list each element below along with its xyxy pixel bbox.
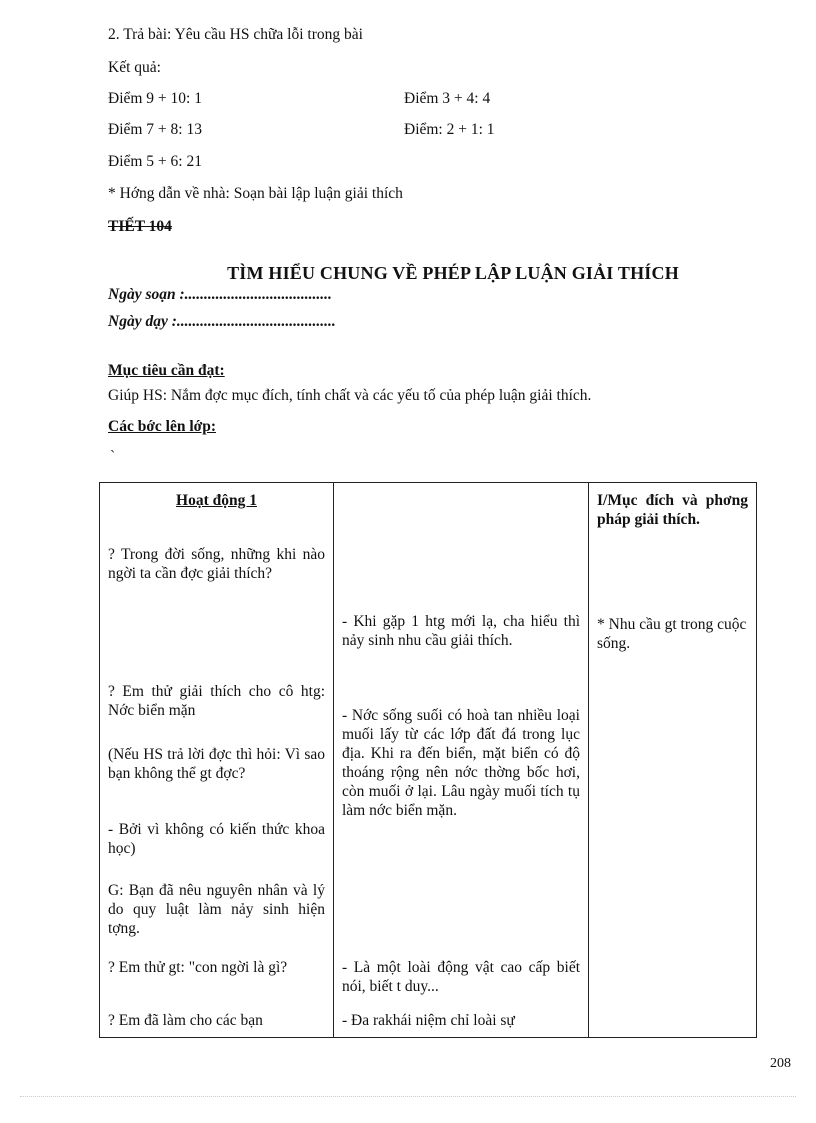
content-column	[589, 483, 757, 1038]
tick-mark: `	[110, 448, 116, 465]
ket-qua-label: Kết quả:	[108, 59, 161, 76]
activity-heading: Hoạt động 1	[176, 492, 257, 509]
activity-column	[100, 483, 334, 1038]
score-5-6: Điểm 5 + 6: 21	[108, 153, 202, 170]
question-4: - Bởi vì không có kiến thức khoa học)	[108, 821, 325, 857]
score-3-4: Điểm 3 + 4: 4	[404, 90, 491, 107]
answer-2: - Nớc sống suối có hoà tan nhiều loại muối lấy từ các lớp đất đá trong lục địa. Khi ra đến biển, mặt biển có độ thoáng rộng nên nớc thờng bốc hơi, còn muối ở lại. Lâu ngày muối tích tụ làm nớc biển mặn.	[342, 707, 580, 819]
page-title: TÌM HIỂU CHUNG VỀ PHÉP LẬP LUẬN GIẢI THÍCH	[227, 263, 679, 283]
steps-heading: Các bớc lên lớp:	[108, 418, 217, 435]
question-5: G: Bạn đã nêu nguyên nhân và lý do quy luật làm nảy sinh hiện tợng.	[108, 882, 325, 937]
date-teach: Ngày dạy :.........................................	[108, 313, 336, 330]
question-6: ? Em thử gt: "con ngời là gì?	[108, 959, 288, 976]
score-9-10: Điểm 9 + 10: 1	[108, 90, 202, 107]
lesson-table	[99, 482, 757, 1038]
score-7-8: Điểm 7 + 8: 13	[108, 121, 202, 138]
section-heading: I/Mục đích và phơng pháp giải thích.	[597, 492, 748, 528]
question-3: (Nếu HS trả lời đợc thì hỏi: Vì sao bạn không thể gt đợc?	[108, 746, 325, 782]
period-label: TIẾT 104	[108, 218, 172, 235]
page-number: 208	[770, 1056, 791, 1071]
goal-text: Giúp HS: Nắm đợc mục đích, tính chất và các yếu tố của phép luận giải thích.	[108, 387, 592, 404]
answer-1: - Khi gặp 1 htg mới lạ, cha hiểu thì nảy sinh nhu cầu giải thích.	[342, 613, 580, 649]
date-prepare: Ngày soạn :......................................	[108, 286, 332, 303]
goal-heading: Mục tiêu cần đạt:	[108, 362, 225, 379]
question-1: ? Trong đời sống, những khi nào ngời ta cần đợc giải thích?	[108, 546, 325, 582]
answer-3: - Là một loài động vật cao cấp biết nói, biết t duy...	[342, 959, 580, 995]
score-2-1: Điểm: 2 + 1: 1	[404, 121, 495, 138]
homework-line: * Hớng dẫn về nhà: Soạn bài lập luận giải thích	[108, 185, 403, 202]
page-bottom-divider	[20, 1096, 796, 1097]
answer-column	[334, 483, 589, 1038]
answer-4: - Đa rakhái niệm chỉ loài sự	[342, 1012, 515, 1029]
question-2: ? Em thử giải thích cho cô htg: Nớc biển mặn	[108, 683, 325, 719]
question-7: ? Em đã làm cho các bạn	[108, 1012, 263, 1029]
trả-bài-line: 2. Trả bài: Yêu cầu HS chữa lỗi trong bài	[108, 26, 363, 43]
section-note: * Nhu cầu gt trong cuộc sống.	[597, 616, 747, 652]
